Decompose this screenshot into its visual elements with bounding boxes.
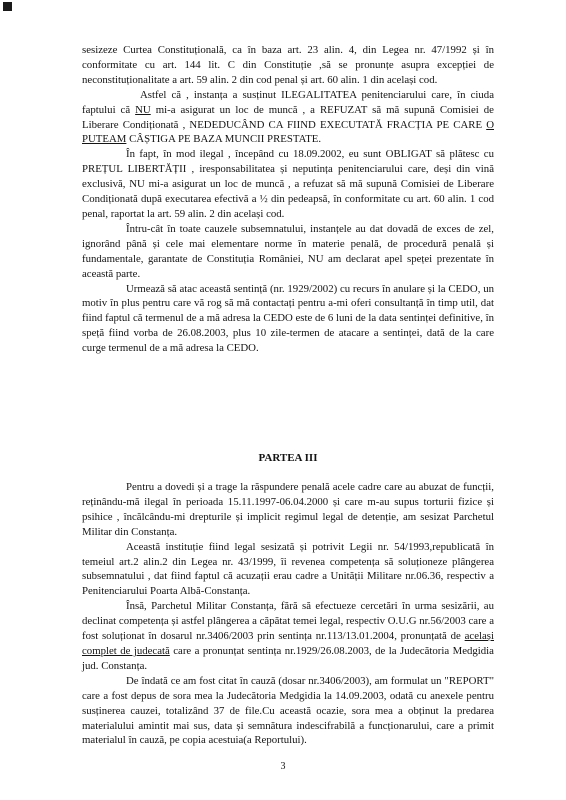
paragraph: Astfel că , instanța a susținut ILEGALITATEA penitenciarului care, în ciuda faptului că NU mi-a asigurat un loc de muncă , a REFUZAT să mă supună Comisiei de Liberare Condiționată , NEDEDUCÂND CA FIIND EXECUTATĂ FRACȚIA PE CARE O PUTEAM CÂȘTIGA PE BAZA MUNCII PRESTATE. bbox=[82, 88, 494, 146]
text-block-2 bbox=[82, 480, 494, 748]
paragraph: În fapt, în mod ilegal , începând cu 18.09.2002, eu sunt OBLIGAT să plătesc cu PREȚUL LIBERTĂȚII , iresponsabilitatea și neputința penitenciarului care, deși din vină exclusivă, NU mi-a asigurat un loc de muncă , a refuzat să mă supună Comisiei de Liberare Condiționată după executarea efectivă a ½ din pedeapsă, în conformitate cu art. 60 alin. 1 cod penal, raportat la art. 59 alin. 2 din același cod. bbox=[82, 148, 494, 220]
paragraph: Pentru a dovedi și a trage la răspundere penală acele cadre care au abuzat de funcții, reținându-mă ilegal în perioada 15.11.1997-06.04.2000 și care m-au supus torturii fizice și psihice , încălcându-mi drepturile și implicit regimul legal de detenție, am sesizat Parchetul Militar din Constanța. bbox=[82, 481, 494, 538]
page-number: 3 bbox=[280, 761, 286, 772]
section-heading: PARTEA III bbox=[258, 452, 318, 464]
paragraph: De îndată ce am fost citat în cauză (dosar nr.3406/2003), am formulat un "REPORT" care a fost depus de sora mea la Judecătoria Medgidia la 14.09.2003, odată cu anexele pentru susținerea cauzei, totalizând 37 de file.Cu această ocazie, sora mea a obținut la predarea materialului amintit mai sus, data și semnătura indescifrabilă a funcționarului, care a primit materialul în cauză, pe copia acestuia(a Reportului). bbox=[82, 674, 494, 747]
paragraph: Întru-cât în toate cauzele subsemnatului, instanțele au dat dovadă de exces de zel, ignorând până și cele mai elementare norme în materie penală, de procedură penală și fundamentale, garantate de Constituția României, NU am declarat apel speței prezentate în această parte. bbox=[82, 222, 494, 280]
paragraph: Urmează să atac această sentință (nr. 1929/2002) cu recurs în anulare și la CEDO, un motiv în plus pentru care vă rog să mă contactați pentru a-mi oferi consultanță în timp util, dat fiind faptul că termenul de a mă adresa la CEDO este de 6 luni de la data sentinței definitive, în speță fiind vorba de 26.08.2003, plus 10 zile-termen de atacare a sentinței, dată de la care curge termenul de a mă adresa la CEDO. bbox=[82, 282, 494, 355]
paragraph: Însă, Parchetul Militar Constanța, fără să efectueze cercetări în urma sesizării, au declinat competența și astfel plângerea a căpătat temei legal, respectiv O.U.G nr.56/2003 care a fost soluționat în dosarul nr.3406/2003 prin sentința nr.113/13.01.2004, pronunțată de același complet de judecată care a pronunțat sentința nr.1929/26.08.2003, de la Judecătoria Medgidia jud. Constanța. bbox=[82, 600, 494, 672]
paragraph: sesizeze Curtea Constituțională, ca în baza art. 23 alin. 4, din Legea nr. 47/1992 și în conformitate cu art. 144 lit. C din Constituție ,să se pronunțe asupra excepției de neconstituționalitate a art. 59 alin. 2 din cod penal și art. 60 alin. 1 din același cod. bbox=[82, 44, 494, 86]
corner-mark bbox=[3, 2, 12, 11]
paragraph: Această instituție fiind legal sesizată și potrivit Legii nr. 54/1993,republicată în temeiul art.2 alin.2 din Legea nr. 43/1999, îi revenea competența să soluționeze plângerea subsemnatului , dat fiind faptul că acuzații erau cadre a Unității Militare nr.06.36, respectiv a Penitenciarului Poarta Albă-Constanța. bbox=[82, 540, 494, 598]
text-block-1 bbox=[82, 43, 494, 356]
